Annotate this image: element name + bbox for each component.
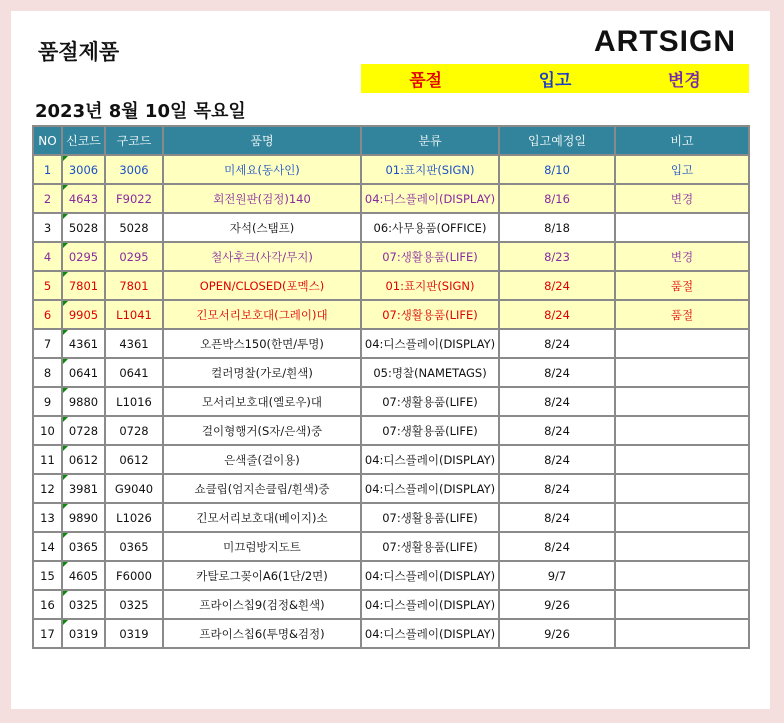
cell-new-code[interactable] bbox=[62, 503, 105, 532]
cell-old-code-text: 0641 bbox=[119, 365, 149, 380]
cell-note[interactable] bbox=[615, 387, 749, 416]
cell-product-name[interactable] bbox=[163, 416, 361, 445]
cell-no-text: 15 bbox=[40, 568, 55, 583]
cell-old-code-text: 5028 bbox=[119, 220, 149, 235]
comment-indicator-icon bbox=[63, 301, 68, 306]
cell-no[interactable] bbox=[33, 503, 62, 532]
cell-arrival-date-text: 8/24 bbox=[544, 307, 570, 322]
cell-new-code-text: 5028 bbox=[68, 220, 99, 235]
cell-note[interactable] bbox=[615, 155, 749, 184]
cell-no[interactable] bbox=[33, 242, 62, 271]
cell-category[interactable] bbox=[361, 213, 499, 242]
cell-category-text: 06:사무용품(OFFICE) bbox=[373, 220, 487, 235]
cell-product-name-text: 은색줄(걸이용) bbox=[224, 452, 300, 467]
cell-no-text: 14 bbox=[40, 539, 55, 554]
cell-product-name[interactable] bbox=[163, 329, 361, 358]
cell-new-code-text: 0728 bbox=[68, 423, 99, 438]
comment-indicator-icon bbox=[63, 185, 68, 190]
cell-note[interactable] bbox=[615, 184, 749, 213]
comment-indicator-icon bbox=[63, 214, 68, 219]
header-no[interactable]: NO bbox=[33, 126, 62, 155]
cell-product-name[interactable] bbox=[163, 184, 361, 213]
cell-no[interactable] bbox=[33, 474, 62, 503]
cell-old-code[interactable] bbox=[105, 242, 163, 271]
cell-note-text: 변경 bbox=[670, 249, 694, 264]
cell-new-code-text: 0612 bbox=[68, 452, 99, 467]
cell-old-code[interactable] bbox=[105, 561, 163, 590]
cell-new-code[interactable] bbox=[62, 155, 105, 184]
cell-arrival-date-text: 8/24 bbox=[544, 510, 570, 525]
comment-indicator-icon bbox=[63, 243, 68, 248]
table-row bbox=[33, 271, 749, 300]
cell-category[interactable] bbox=[361, 242, 499, 271]
cell-category-text: 05:명찰(NAMETAGS) bbox=[373, 365, 487, 380]
cell-new-code[interactable] bbox=[62, 619, 105, 648]
comment-indicator-icon bbox=[63, 562, 68, 567]
cell-no[interactable] bbox=[33, 213, 62, 242]
cell-product-name-text: 미세요(동사인) bbox=[224, 162, 300, 177]
cell-product-name[interactable] bbox=[163, 561, 361, 590]
cell-product-name-text: 카탈로그꽂이A6(1단/2면) bbox=[196, 568, 328, 583]
cell-product-name-text: 철사후크(사각/무지) bbox=[211, 249, 313, 264]
cell-category-text: 04:디스플레이(DISPLAY) bbox=[364, 481, 496, 496]
cell-new-code[interactable] bbox=[62, 387, 105, 416]
comment-indicator-icon bbox=[63, 359, 68, 364]
cell-no-text: 1 bbox=[43, 162, 52, 177]
cell-arrival-date-text: 8/10 bbox=[544, 162, 570, 177]
cell-arrival-date[interactable] bbox=[499, 155, 615, 184]
comment-indicator-icon bbox=[63, 446, 68, 451]
cell-no[interactable] bbox=[33, 387, 62, 416]
cell-no[interactable] bbox=[33, 358, 62, 387]
cell-category[interactable] bbox=[361, 329, 499, 358]
page-title: 품절제품 bbox=[38, 40, 120, 64]
cell-new-code-text: 4361 bbox=[68, 336, 99, 351]
cell-note[interactable] bbox=[615, 213, 749, 242]
cell-product-name-text: 쇼클립(엄지손클립/흰색)중 bbox=[194, 481, 330, 496]
cell-new-code-text: 0325 bbox=[68, 597, 99, 612]
cell-old-code[interactable] bbox=[105, 155, 163, 184]
cell-category[interactable] bbox=[361, 590, 499, 619]
comment-indicator-icon bbox=[63, 591, 68, 596]
cell-arrival-date[interactable] bbox=[499, 242, 615, 271]
cell-product-name[interactable] bbox=[163, 590, 361, 619]
cell-new-code-text: 0295 bbox=[68, 249, 99, 264]
spreadsheet-sheet bbox=[11, 11, 770, 709]
cell-new-code-text: 9880 bbox=[68, 394, 99, 409]
cell-new-code-text: 4605 bbox=[68, 568, 99, 583]
cell-new-code[interactable] bbox=[62, 474, 105, 503]
cell-product-name-text: 자석(스탬프) bbox=[229, 220, 295, 235]
cell-old-code[interactable] bbox=[105, 184, 163, 213]
table-row bbox=[33, 532, 749, 561]
cell-note[interactable] bbox=[615, 416, 749, 445]
comment-indicator-icon bbox=[63, 272, 68, 277]
cell-no[interactable] bbox=[33, 271, 62, 300]
cell-new-code-text: 0319 bbox=[68, 626, 99, 641]
cell-no[interactable] bbox=[33, 184, 62, 213]
cell-new-code-text: 9890 bbox=[68, 510, 99, 525]
cell-arrival-date-text: 8/23 bbox=[544, 249, 570, 264]
cell-no-text: 9 bbox=[43, 394, 52, 409]
table-row bbox=[33, 213, 749, 242]
cell-no[interactable] bbox=[33, 561, 62, 590]
header-arrival-date[interactable]: 입고예정일 bbox=[499, 126, 615, 155]
cell-product-name[interactable] bbox=[163, 300, 361, 329]
cell-old-code-text: 0728 bbox=[119, 423, 149, 438]
cell-product-name-text: 회전원판(검정)140 bbox=[213, 191, 311, 206]
cell-no-text: 11 bbox=[40, 452, 55, 467]
cell-new-code-text: 3006 bbox=[68, 162, 99, 177]
cell-category-text: 07:생활용품(LIFE) bbox=[382, 510, 478, 525]
cell-product-name[interactable] bbox=[163, 387, 361, 416]
table-header-row bbox=[33, 126, 749, 155]
cell-arrival-date-text: 9/26 bbox=[544, 626, 570, 641]
legend-arrival: 입고 bbox=[538, 71, 572, 91]
cell-new-code[interactable] bbox=[62, 300, 105, 329]
cell-note[interactable] bbox=[615, 474, 749, 503]
comment-indicator-icon bbox=[63, 388, 68, 393]
cell-new-code[interactable] bbox=[62, 532, 105, 561]
cell-arrival-date-text: 8/16 bbox=[544, 191, 570, 206]
cell-product-name-text: 프라이스칩6(투명&검정) bbox=[199, 626, 325, 641]
cell-category[interactable] bbox=[361, 358, 499, 387]
cell-category-text: 04:디스플레이(DISPLAY) bbox=[364, 626, 496, 641]
table-row bbox=[33, 387, 749, 416]
cell-product-name-text: OPEN/CLOSED(포멕스) bbox=[199, 278, 325, 293]
cell-note-text: 입고 bbox=[670, 162, 694, 177]
cell-note-text: 품절 bbox=[670, 278, 694, 293]
cell-category[interactable] bbox=[361, 300, 499, 329]
cell-category[interactable] bbox=[361, 387, 499, 416]
cell-new-code[interactable] bbox=[62, 590, 105, 619]
comment-indicator-icon bbox=[63, 475, 68, 480]
cell-no-text: 5 bbox=[43, 278, 52, 293]
cell-product-name[interactable] bbox=[163, 532, 361, 561]
cell-note-text: 변경 bbox=[670, 191, 694, 206]
cell-note[interactable] bbox=[615, 329, 749, 358]
cell-product-name[interactable] bbox=[163, 271, 361, 300]
cell-category-text: 04:디스플레이(DISPLAY) bbox=[364, 452, 496, 467]
cell-category-text: 07:생활용품(LIFE) bbox=[382, 423, 478, 438]
cell-arrival-date[interactable] bbox=[499, 561, 615, 590]
cell-no-text: 8 bbox=[43, 365, 52, 380]
cell-new-code[interactable] bbox=[62, 271, 105, 300]
cell-no[interactable] bbox=[33, 532, 62, 561]
cell-category[interactable] bbox=[361, 532, 499, 561]
cell-arrival-date-text: 8/24 bbox=[544, 423, 570, 438]
cell-new-code[interactable] bbox=[62, 213, 105, 242]
cell-new-code-text: 0641 bbox=[68, 365, 99, 380]
legend-soldout: 품절 bbox=[409, 71, 443, 91]
cell-product-name-text: 걸이형행거(S자/은색)중 bbox=[201, 423, 323, 438]
cell-note[interactable] bbox=[615, 503, 749, 532]
cell-category-text: 04:디스플레이(DISPLAY) bbox=[364, 597, 496, 612]
header-old-code[interactable]: 구코드 bbox=[105, 126, 163, 155]
cell-product-name-text: 긴모서리보호대(베이지)소 bbox=[196, 510, 328, 525]
cell-old-code-text: F9022 bbox=[116, 191, 152, 206]
table-row bbox=[33, 561, 749, 590]
cell-new-code[interactable] bbox=[62, 445, 105, 474]
cell-old-code[interactable] bbox=[105, 590, 163, 619]
cell-arrival-date-text: 8/18 bbox=[544, 220, 570, 235]
comment-indicator-icon bbox=[63, 330, 68, 335]
cell-old-code-text: L1026 bbox=[116, 510, 152, 525]
cell-product-name-text: 컬러명찰(가로/흰색) bbox=[211, 365, 313, 380]
cell-category[interactable] bbox=[361, 184, 499, 213]
cell-old-code[interactable] bbox=[105, 387, 163, 416]
cell-category-text: 01:표지판(SIGN) bbox=[385, 162, 475, 177]
cell-category-text: 07:생활용품(LIFE) bbox=[382, 249, 478, 264]
table-row bbox=[33, 445, 749, 474]
cell-note[interactable] bbox=[615, 300, 749, 329]
cell-no-text: 7 bbox=[43, 336, 52, 351]
cell-no-text: 2 bbox=[43, 191, 52, 206]
cell-category[interactable] bbox=[361, 445, 499, 474]
cell-arrival-date[interactable] bbox=[499, 416, 615, 445]
cell-old-code-text: 7801 bbox=[119, 278, 149, 293]
brand-logo: ARTSIGN bbox=[594, 25, 736, 58]
cell-product-name[interactable] bbox=[163, 242, 361, 271]
cell-note[interactable] bbox=[615, 445, 749, 474]
cell-no-text: 6 bbox=[43, 307, 52, 322]
cell-no-text: 10 bbox=[40, 423, 55, 438]
cell-note[interactable] bbox=[615, 590, 749, 619]
cell-category[interactable] bbox=[361, 503, 499, 532]
cell-arrival-date[interactable] bbox=[499, 532, 615, 561]
cell-product-name-text: 모서리보호대(옐로우)대 bbox=[201, 394, 323, 409]
cell-arrival-date-text: 8/24 bbox=[544, 481, 570, 496]
cell-arrival-date[interactable] bbox=[499, 358, 615, 387]
cell-old-code[interactable] bbox=[105, 474, 163, 503]
cell-old-code[interactable] bbox=[105, 619, 163, 648]
cell-new-code-text: 7801 bbox=[68, 278, 99, 293]
cell-arrival-date-text: 8/24 bbox=[544, 394, 570, 409]
cell-category[interactable] bbox=[361, 416, 499, 445]
cell-old-code[interactable] bbox=[105, 416, 163, 445]
table-row bbox=[33, 242, 749, 271]
cell-category-text: 04:디스플레이(DISPLAY) bbox=[364, 191, 496, 206]
cell-category-text: 04:디스플레이(DISPLAY) bbox=[364, 336, 496, 351]
cell-note[interactable] bbox=[615, 532, 749, 561]
cell-no-text: 12 bbox=[40, 481, 55, 496]
cell-old-code-text: 0319 bbox=[119, 626, 149, 641]
table-row bbox=[33, 619, 749, 648]
cell-arrival-date-text: 8/24 bbox=[544, 365, 570, 380]
cell-category[interactable] bbox=[361, 561, 499, 590]
cell-category-text: 01:표지판(SIGN) bbox=[385, 278, 475, 293]
cell-product-name[interactable] bbox=[163, 213, 361, 242]
table-row bbox=[33, 155, 749, 184]
table-row bbox=[33, 329, 749, 358]
cell-arrival-date[interactable] bbox=[499, 474, 615, 503]
table-row bbox=[33, 300, 749, 329]
cell-old-code-text: 0325 bbox=[119, 597, 149, 612]
cell-old-code[interactable] bbox=[105, 213, 163, 242]
cell-category-text: 07:생활용품(LIFE) bbox=[382, 394, 478, 409]
cell-old-code-text: 0365 bbox=[119, 539, 149, 554]
cell-new-code[interactable] bbox=[62, 242, 105, 271]
cell-no-text: 16 bbox=[40, 597, 55, 612]
comment-indicator-icon bbox=[63, 417, 68, 422]
report-date: 2023년 8월 10일 목요일 bbox=[35, 101, 246, 122]
cell-old-code[interactable] bbox=[105, 358, 163, 387]
cell-arrival-date-text: 8/24 bbox=[544, 452, 570, 467]
table-row bbox=[33, 474, 749, 503]
cell-category[interactable] bbox=[361, 155, 499, 184]
header-category[interactable]: 분류 bbox=[361, 126, 499, 155]
cell-product-name-text: 프라이스칩9(검정&흰색) bbox=[199, 597, 325, 612]
status-legend bbox=[361, 64, 749, 93]
cell-category-text: 04:디스플레이(DISPLAY) bbox=[364, 568, 496, 583]
cell-product-name-text: 오픈박스150(한면/투명) bbox=[200, 336, 324, 351]
cell-new-code[interactable] bbox=[62, 329, 105, 358]
cell-old-code-text: F6000 bbox=[116, 568, 152, 583]
cell-arrival-date-text: 8/24 bbox=[544, 278, 570, 293]
cell-arrival-date[interactable] bbox=[499, 590, 615, 619]
cell-note[interactable] bbox=[615, 358, 749, 387]
cell-old-code[interactable] bbox=[105, 329, 163, 358]
cell-no[interactable] bbox=[33, 590, 62, 619]
cell-note[interactable] bbox=[615, 271, 749, 300]
cell-no[interactable] bbox=[33, 445, 62, 474]
cell-no[interactable] bbox=[33, 329, 62, 358]
cell-new-code[interactable] bbox=[62, 561, 105, 590]
table-row bbox=[33, 503, 749, 532]
cell-arrival-date-text: 9/26 bbox=[544, 597, 570, 612]
cell-new-code[interactable] bbox=[62, 358, 105, 387]
cell-arrival-date[interactable] bbox=[499, 387, 615, 416]
cell-arrival-date[interactable] bbox=[499, 300, 615, 329]
table-body bbox=[33, 155, 749, 648]
cell-no-text: 4 bbox=[43, 249, 52, 264]
cell-category[interactable] bbox=[361, 619, 499, 648]
comment-indicator-icon bbox=[63, 620, 68, 625]
cell-old-code[interactable] bbox=[105, 532, 163, 561]
table-row bbox=[33, 590, 749, 619]
cell-old-code-text: 0295 bbox=[119, 249, 149, 264]
cell-old-code[interactable] bbox=[105, 503, 163, 532]
comment-indicator-icon bbox=[63, 533, 68, 538]
soldout-table bbox=[32, 125, 750, 649]
cell-note[interactable] bbox=[615, 242, 749, 271]
header-product-name[interactable]: 품명 bbox=[163, 126, 361, 155]
cell-old-code[interactable] bbox=[105, 445, 163, 474]
cell-note-text: 품절 bbox=[670, 307, 694, 322]
cell-old-code[interactable] bbox=[105, 271, 163, 300]
cell-product-name-text: 미끄럼방지도트 bbox=[223, 539, 301, 554]
comment-indicator-icon bbox=[63, 156, 68, 161]
header-new-code[interactable]: 신코드 bbox=[62, 126, 105, 155]
cell-old-code-text: 3006 bbox=[119, 162, 149, 177]
cell-arrival-date[interactable] bbox=[499, 184, 615, 213]
cell-product-name[interactable] bbox=[163, 155, 361, 184]
cell-no-text: 17 bbox=[40, 626, 55, 641]
cell-product-name-text: 긴모서리보호대(그레이)대 bbox=[196, 307, 328, 322]
cell-arrival-date-text: 9/7 bbox=[547, 568, 567, 583]
cell-arrival-date[interactable] bbox=[499, 329, 615, 358]
table-row bbox=[33, 184, 749, 213]
cell-old-code[interactable] bbox=[105, 300, 163, 329]
cell-product-name[interactable] bbox=[163, 358, 361, 387]
cell-new-code-text: 3981 bbox=[68, 481, 99, 496]
cell-category-text: 07:생활용품(LIFE) bbox=[382, 307, 478, 322]
cell-new-code[interactable] bbox=[62, 184, 105, 213]
table-row bbox=[33, 358, 749, 387]
cell-arrival-date[interactable] bbox=[499, 503, 615, 532]
cell-product-name[interactable] bbox=[163, 503, 361, 532]
cell-old-code-text: G9040 bbox=[114, 481, 154, 496]
cell-old-code-text: L1016 bbox=[116, 394, 152, 409]
cell-product-name[interactable] bbox=[163, 445, 361, 474]
cell-new-code-text: 9905 bbox=[68, 307, 99, 322]
cell-no[interactable] bbox=[33, 416, 62, 445]
cell-arrival-date[interactable] bbox=[499, 213, 615, 242]
cell-no-text: 3 bbox=[43, 220, 52, 235]
cell-product-name[interactable] bbox=[163, 474, 361, 503]
cell-note[interactable] bbox=[615, 561, 749, 590]
cell-no[interactable] bbox=[33, 300, 62, 329]
cell-old-code-text: L1041 bbox=[116, 307, 152, 322]
cell-old-code-text: 0612 bbox=[119, 452, 149, 467]
cell-category[interactable] bbox=[361, 474, 499, 503]
cell-old-code-text: 4361 bbox=[119, 336, 149, 351]
cell-new-code-text: 0365 bbox=[68, 539, 99, 554]
legend-change: 변경 bbox=[667, 71, 701, 91]
cell-arrival-date-text: 8/24 bbox=[544, 539, 570, 554]
cell-product-name[interactable] bbox=[163, 619, 361, 648]
table-row bbox=[33, 416, 749, 445]
cell-no[interactable] bbox=[33, 619, 62, 648]
cell-no[interactable] bbox=[33, 155, 62, 184]
cell-note[interactable] bbox=[615, 619, 749, 648]
cell-arrival-date-text: 8/24 bbox=[544, 336, 570, 351]
cell-arrival-date[interactable] bbox=[499, 271, 615, 300]
cell-arrival-date[interactable] bbox=[499, 445, 615, 474]
cell-category-text: 07:생활용품(LIFE) bbox=[382, 539, 478, 554]
comment-indicator-icon bbox=[63, 504, 68, 509]
cell-new-code[interactable] bbox=[62, 416, 105, 445]
cell-new-code-text: 4643 bbox=[68, 191, 99, 206]
header-note[interactable]: 비고 bbox=[615, 126, 749, 155]
cell-arrival-date[interactable] bbox=[499, 619, 615, 648]
cell-no-text: 13 bbox=[40, 510, 55, 525]
cell-category[interactable] bbox=[361, 271, 499, 300]
